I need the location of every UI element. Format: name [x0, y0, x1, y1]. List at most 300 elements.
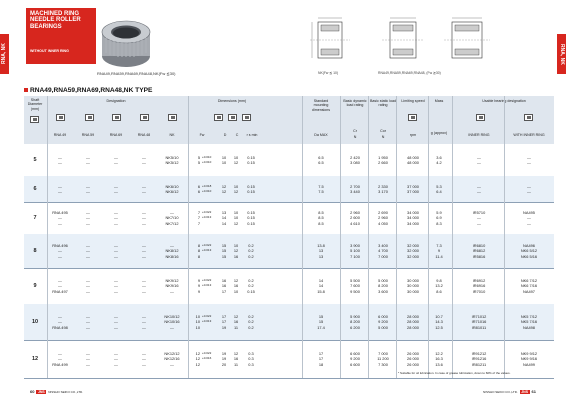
shaft-group	[24, 268, 554, 304]
cell-mass: 7.3	[436, 242, 442, 248]
cell-c: 10	[233, 183, 239, 189]
cell-mass: 13.6	[435, 361, 443, 367]
cell-nk: NK12/16	[164, 356, 180, 362]
cell-c: 16	[233, 283, 239, 289]
cell-cr: 2 600	[350, 215, 360, 221]
cell-rna59: —	[86, 324, 90, 330]
cell-d: 16	[221, 283, 227, 289]
cell-rna49: —	[58, 160, 62, 165]
cell-c: 11	[233, 324, 239, 330]
cell-rna59: —	[86, 209, 90, 215]
cell-rna59: —	[86, 220, 90, 226]
cell-cor: 4 700	[378, 248, 388, 254]
col-rna49: RNA 49	[53, 133, 67, 137]
cell-rpm: 34 000	[407, 209, 419, 215]
cell-rna69: —	[114, 356, 118, 362]
cell-cr: 5 900	[350, 313, 360, 319]
cell-cor: 7 300	[378, 361, 388, 367]
cell-rna69: —	[114, 253, 118, 259]
col-c: C	[235, 133, 239, 137]
col-inner-ring: INNER RING	[468, 133, 490, 137]
cell-fw: 10	[195, 313, 200, 319]
cell-r: 0.2	[248, 248, 254, 254]
cell-cor: 2 690	[378, 209, 388, 215]
col-rna48: RNA 48	[137, 133, 151, 137]
drawing-caption-nk: NK(Fw ≦ 10)	[318, 71, 338, 75]
cell-c: 12	[233, 350, 239, 356]
cell-da: 7.5	[318, 189, 324, 194]
cell-rpm: 34 000	[407, 220, 419, 226]
cell-r: 0.2	[248, 253, 254, 259]
cell-cr: 2 700	[350, 183, 360, 189]
col-cor-unit: N	[381, 135, 385, 139]
cell-d: 12	[221, 189, 227, 194]
with-inner-ring-icon	[524, 114, 533, 121]
col-usable: Usable bearing designation	[482, 99, 526, 103]
cell-rna48: —	[142, 356, 146, 362]
cell-inner: IR6916	[472, 283, 486, 289]
cell-rpm: 48 000	[407, 160, 419, 165]
cell-fw: 9	[197, 283, 200, 289]
cell-rpm: 26 000	[407, 350, 419, 356]
cell-inner: IR6912	[472, 277, 486, 283]
cell-mass: 4.2	[436, 160, 442, 165]
cell-rna59: —	[86, 242, 90, 248]
cell-cr: 2 960	[350, 209, 360, 215]
cell-rpm: 32 000	[407, 242, 419, 248]
cell-cr: 4 610	[350, 220, 360, 226]
cell-nk: NK6/12	[165, 189, 179, 194]
cell-fw: 10	[195, 319, 200, 325]
cell-rna69: —	[114, 242, 118, 248]
cell-nk: NK9/12	[165, 277, 179, 283]
cell-inner: IR71012	[471, 313, 487, 319]
cell-rpm: 30 000	[407, 283, 419, 289]
footnote: * Suitable for oil lubrication. In case of grease lubrication, down to 60% of the values.	[398, 371, 511, 375]
header-box	[26, 8, 96, 64]
header-title: MACHINED RING NEEDLE ROLLER BEARINGS	[30, 11, 81, 30]
cell-cr: 2 420	[350, 154, 360, 160]
col-rna59: RNA 59	[81, 133, 95, 137]
cell-rna69: —	[114, 288, 118, 294]
cell-mass: 5.9	[436, 209, 442, 215]
cell-rna48: —	[142, 242, 146, 248]
column-divider	[428, 96, 429, 378]
cell-rna59: —	[86, 361, 90, 367]
cell-nk: NK5/10	[165, 154, 179, 160]
cell-mass: 13.2	[435, 283, 443, 289]
cell-rna59: —	[86, 313, 90, 319]
cell-with: NK9 9/16	[520, 356, 538, 362]
company-left: NISSHO SEIKO CO.,LTD.	[48, 390, 84, 394]
cell-rna48: —	[142, 288, 146, 294]
cell-mass: 6.4	[436, 189, 442, 194]
cell-inner: —	[477, 154, 481, 160]
cell-rna59: —	[86, 189, 90, 194]
cell-c: 16	[233, 319, 239, 325]
cell-da: 17.4	[317, 324, 325, 330]
cell-rna48: —	[142, 350, 146, 356]
cell-r: 0.2	[248, 313, 254, 319]
cell-rna69: —	[114, 283, 118, 289]
cell-rna49: —	[58, 350, 62, 356]
cell-nk: NK9/16	[165, 283, 179, 289]
cell-with: NK6 5/16	[520, 253, 538, 259]
cell-d: 17	[221, 313, 227, 319]
cell-rna49: RNA 496	[52, 242, 68, 248]
cell-rna69: —	[114, 160, 118, 165]
cell-rna59: —	[86, 253, 90, 259]
cell-rna49: —	[58, 356, 62, 362]
cell-inner: —	[477, 220, 481, 226]
cell-nk: —	[170, 209, 174, 215]
cell-fw: 12	[195, 361, 200, 367]
cell-cr: 3 440	[350, 189, 360, 194]
cell-rna59: —	[86, 215, 90, 221]
cell-da: 7.5	[318, 183, 324, 189]
cell-d: 20	[221, 361, 227, 367]
cell-cr: 7 100	[350, 253, 360, 259]
cell-rna49: RNA 495	[52, 209, 68, 215]
shaft-group	[24, 202, 554, 234]
cell-rna48: —	[142, 313, 146, 319]
cell-nk: —	[170, 324, 174, 330]
cell-rna59: —	[86, 350, 90, 356]
company-right: NISSHO SEIKO CO.,LTD.	[482, 390, 518, 394]
cell-tol: +0.010	[202, 160, 212, 164]
col-d: D	[223, 133, 227, 137]
rna-section-drawing-2-icon	[438, 14, 498, 70]
cell-d: 15	[221, 242, 227, 248]
cell-d: 12	[221, 183, 227, 189]
shaft-diameter: 12	[31, 355, 39, 362]
shaft-diameter: 6	[33, 185, 37, 192]
cell-mass: 16.3	[435, 356, 443, 362]
cell-rpm: 32 000	[407, 253, 419, 259]
cell-c: 10	[233, 209, 239, 215]
cell-tol: +0.022	[202, 277, 212, 282]
cell-rna69: —	[114, 215, 118, 221]
cell-cor: 9 200	[378, 319, 388, 325]
cell-inner: —	[477, 215, 481, 221]
cell-nk: NK8/12	[165, 248, 179, 254]
cell-da: 8.5	[318, 215, 324, 221]
cell-rpm: 28 000	[407, 313, 419, 319]
cell-r: 0.2	[248, 277, 254, 283]
cell-cor: 7 000	[378, 253, 388, 259]
nk-icon	[168, 114, 177, 121]
cell-da: 17	[318, 350, 324, 356]
cell-inner: IR5816	[472, 253, 486, 259]
cell-fw: 8	[197, 248, 200, 254]
cell-rpm: 37 000	[407, 189, 419, 194]
cell-c: 12	[233, 248, 239, 254]
column-divider	[47, 96, 48, 378]
cell-cr: 3 900	[350, 242, 360, 248]
cell-rpm: 34 000	[407, 215, 419, 221]
cell-cor: 2 960	[378, 215, 388, 221]
cell-cr: 7 600	[350, 283, 360, 289]
cell-with: NK6 5/12	[520, 248, 538, 254]
cell-mass: 12.5	[435, 324, 443, 330]
cell-rna69: —	[114, 277, 118, 283]
cell-with: —	[527, 215, 531, 221]
cell-rna48: —	[142, 215, 146, 221]
cell-d: 14	[221, 215, 227, 221]
cell-nk: NK12/12	[164, 350, 180, 356]
rna-section-drawing-icon	[374, 14, 434, 70]
cell-rna69: —	[114, 350, 118, 356]
rna69-icon	[112, 114, 121, 121]
cell-rna49: —	[58, 313, 62, 319]
cell-fw: 6	[197, 183, 200, 189]
col-cr: Cr	[353, 129, 357, 133]
cell-cor: 2 330	[378, 183, 388, 189]
cell-rna48: —	[142, 253, 146, 259]
cell-cr: 5 100	[350, 248, 360, 254]
cell-rna48: —	[142, 189, 146, 194]
footer-right	[483, 389, 536, 394]
col-rmin: r s min	[246, 133, 258, 137]
cell-rna49: —	[58, 319, 62, 325]
cell-rna69: —	[114, 324, 118, 330]
col-g: g (approx)	[430, 131, 448, 135]
cell-rna49: RNA 499	[52, 361, 68, 367]
cell-mass: 14.3	[435, 319, 443, 325]
cell-tol: +0.022	[202, 350, 212, 355]
cell-d: 17	[221, 319, 227, 325]
cell-cor: 6 000	[378, 313, 388, 319]
page-number-right: 61	[531, 389, 536, 394]
cell-da: 6.5	[318, 154, 324, 160]
cell-rna49: RNA 498	[52, 324, 68, 330]
cell-nk: NK10/16	[164, 319, 180, 325]
cell-mass: 8.3	[436, 220, 442, 226]
cell-c: 10	[233, 215, 239, 221]
cell-c: 16	[233, 253, 239, 259]
col-dynamic: Basic dynamic load rating	[343, 99, 367, 108]
cell-with: NK5 7/12	[520, 313, 538, 319]
cell-cr: 3 080	[350, 160, 360, 165]
cell-d: 14	[221, 220, 227, 226]
cell-c: 11	[233, 361, 239, 367]
footer-left	[30, 389, 83, 394]
cell-with: —	[527, 154, 531, 160]
shaft-group	[24, 304, 554, 340]
cell-c: 12	[233, 160, 239, 165]
cell-fw: 8	[197, 242, 200, 248]
cell-r: 0.2	[248, 283, 254, 289]
cell-rna59: —	[86, 283, 90, 289]
cell-with: NK5 7/16	[520, 319, 538, 325]
cell-mass: 10.7	[435, 313, 443, 319]
cell-c: 10	[233, 288, 239, 294]
cell-cr: 9 500	[350, 288, 360, 294]
inner-ring-icon	[476, 114, 485, 121]
cell-rna59: —	[86, 319, 90, 325]
cell-r: 0.15	[247, 189, 255, 194]
shaft-diameter: 7	[33, 214, 37, 221]
cell-with: NK6 7/12	[520, 277, 538, 283]
cell-mass: 9	[437, 248, 441, 254]
cell-rna49: —	[58, 220, 62, 226]
shaft-diameter: 9	[33, 282, 37, 289]
cell-rpm: 30 000	[407, 288, 419, 294]
cell-cor: 4 050	[378, 220, 388, 226]
cell-inner: IR6812	[472, 248, 486, 254]
cell-r: 0.3	[248, 361, 254, 367]
cell-fw: 6	[197, 189, 200, 194]
cell-r: 0.3	[248, 350, 254, 356]
image-caption: RNA49,RNA59,RNA69,RNA48,NK(Fw ≦30)	[97, 71, 176, 76]
cell-inner: IR81211	[471, 361, 487, 367]
cell-r: 0.15	[247, 160, 255, 165]
cell-nk: —	[170, 288, 174, 294]
cell-fw: 9	[197, 288, 200, 294]
brand-logo-left: JNS	[37, 390, 45, 394]
cell-d: 19	[221, 324, 227, 330]
cell-fw: 7	[197, 220, 200, 226]
cell-mass: 3.6	[436, 154, 442, 160]
cell-rpm: 28 000	[407, 319, 419, 325]
cell-rna49: RNA 497	[52, 288, 68, 294]
cell-rpm: 26 000	[407, 356, 419, 362]
shaft-diameter: 8	[33, 247, 37, 254]
cell-cr: 9 200	[350, 356, 360, 362]
speed-icon	[408, 114, 417, 121]
col-fw: Fw	[199, 133, 205, 137]
cell-r: 0.15	[247, 209, 255, 215]
rna48-icon	[140, 114, 149, 121]
cell-rna59: —	[86, 154, 90, 160]
table-header	[24, 96, 554, 144]
cell-rna49: —	[58, 215, 62, 221]
cell-d: 19	[221, 350, 227, 356]
cell-rna59: —	[86, 277, 90, 283]
cell-d: 19	[221, 356, 227, 362]
column-divider	[188, 96, 189, 378]
cell-rna48: —	[142, 324, 146, 330]
column-divider	[302, 96, 303, 378]
cell-inner: IR7010	[472, 288, 486, 294]
cell-tol: +0.013	[202, 319, 212, 324]
cell-cor: 7 000	[378, 350, 388, 356]
cell-c: 12	[233, 277, 239, 283]
cell-nk: —	[170, 361, 174, 367]
cell-da: 18	[318, 361, 324, 367]
shaft-group	[24, 144, 554, 176]
cell-d: 16	[221, 277, 227, 283]
cell-r: 0.2	[248, 242, 254, 248]
cell-rna59: —	[86, 356, 90, 362]
cell-cr: 6 600	[350, 361, 360, 367]
brand-logo-right: JNS	[521, 390, 529, 394]
cell-fw: 7	[197, 215, 200, 221]
cell-rna69: —	[114, 209, 118, 215]
cell-tol: +0.010	[202, 154, 212, 159]
bearing-photo-icon	[98, 18, 154, 70]
cell-inner: —	[477, 160, 481, 165]
cell-rna48: —	[142, 183, 146, 189]
table-title: RNA49,RNA59,RNA69,RNA48,NK TYPE	[24, 87, 152, 94]
cell-d: 17	[221, 288, 227, 294]
cell-inner: IR81011	[471, 324, 487, 330]
col-static: Basic static load rating	[370, 99, 396, 108]
cell-with: —	[527, 220, 531, 226]
group-separator	[24, 378, 554, 379]
cell-tol: +0.022	[202, 209, 212, 214]
cell-c: 12	[233, 189, 239, 194]
cell-r: 0.15	[247, 220, 255, 226]
cell-inner: IR91216	[471, 356, 487, 362]
cell-r: 0.15	[247, 183, 255, 189]
cell-with: —	[527, 183, 531, 189]
cell-rpm: 37 000	[407, 183, 419, 189]
cell-rna59: —	[86, 248, 90, 254]
cell-inner: IR71016	[471, 319, 487, 325]
cell-with: NK6 7/16	[520, 283, 538, 289]
cell-mass: 12.2	[435, 350, 443, 356]
col-rna69: RNA 69	[109, 133, 123, 137]
shaft-group	[24, 234, 554, 268]
cell-fw: 10	[195, 324, 200, 330]
cell-cor: 3 600	[378, 288, 388, 294]
cell-tol: +0.022	[202, 242, 212, 247]
col-with-inner-ring: WITH INNER RING	[513, 133, 545, 137]
side-tab-right: RNA, NK	[557, 34, 566, 74]
cell-rpm: 28 000	[407, 324, 419, 330]
cell-da: 15	[318, 319, 324, 325]
cell-cr: 6 200	[350, 324, 360, 330]
cell-c: 16	[233, 356, 239, 362]
cell-rna59: —	[86, 183, 90, 189]
cell-with: NK9 9/12	[520, 350, 538, 356]
cell-rna48: —	[142, 277, 146, 283]
cell-da: 14	[318, 283, 324, 289]
cell-rna69: —	[114, 154, 118, 160]
column-divider	[396, 96, 397, 378]
cell-r: 0.15	[247, 288, 255, 294]
column-divider	[368, 96, 369, 378]
cell-rna69: —	[114, 189, 118, 194]
col-rpm: rpm	[409, 133, 417, 137]
cell-nk: NK7/10	[165, 215, 179, 221]
cell-cor: 1 950	[378, 154, 388, 160]
cell-da: 8.5	[318, 220, 324, 226]
cell-with: NA499	[523, 361, 535, 367]
column-divider	[504, 96, 505, 378]
cell-rna69: —	[114, 319, 118, 325]
cell-rpm: 32 000	[407, 248, 419, 254]
cell-rna48: —	[142, 154, 146, 160]
cell-nk: NK10/12	[164, 313, 180, 319]
cell-cr: 5 500	[350, 277, 360, 283]
cell-rna69: —	[114, 313, 118, 319]
col-da-max: Da MAX	[314, 133, 328, 137]
cell-nk: NK5/12	[165, 160, 179, 165]
cell-tol: +0.013	[202, 283, 212, 288]
cell-fw: 12	[195, 356, 200, 362]
cell-fw: 8	[197, 253, 200, 259]
shaft-diameter: 10	[31, 318, 39, 325]
cell-rna48: —	[142, 319, 146, 325]
cell-rna48: —	[142, 160, 146, 165]
cell-d: 13	[221, 209, 227, 215]
cell-tol: +0.016	[202, 356, 212, 361]
dimension-icon	[214, 114, 223, 121]
cell-mass: 8.6	[436, 288, 442, 294]
side-tab-left: RNA, NK	[0, 34, 9, 74]
